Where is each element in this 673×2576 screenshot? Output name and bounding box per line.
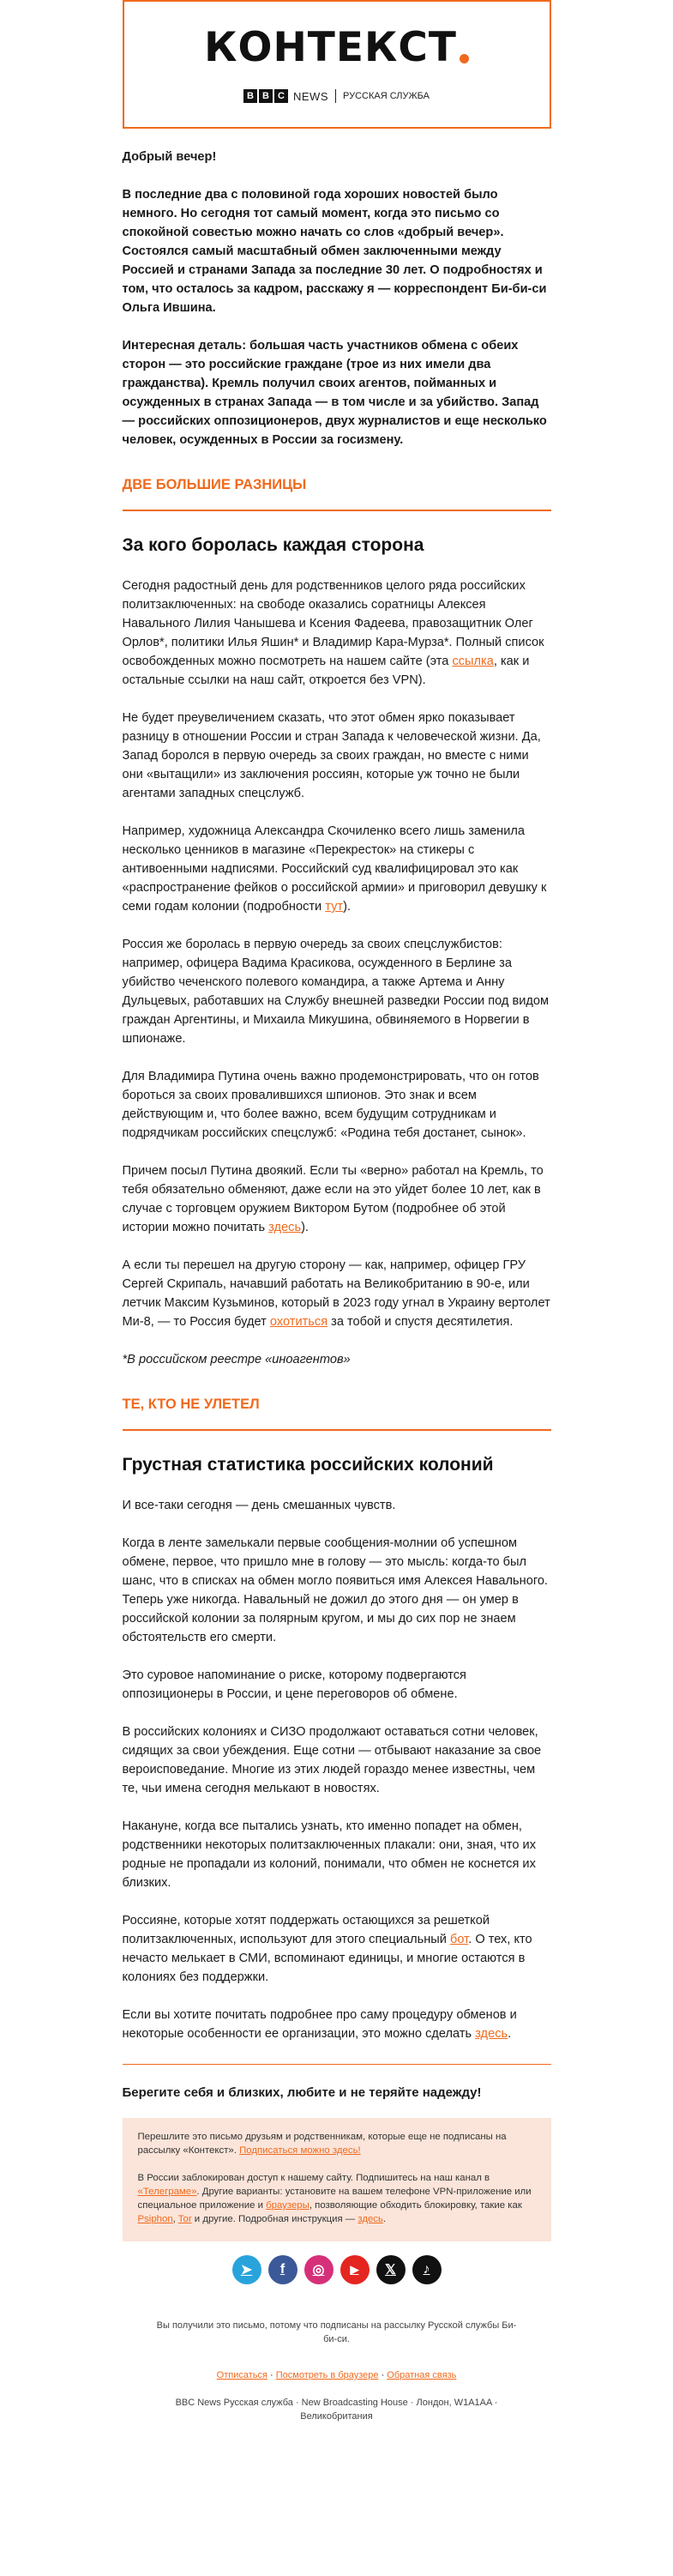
kontekst-logo (204, 24, 469, 72)
greeting: Добрый вечер! (122, 150, 217, 164)
support-bot-link[interactable]: бот (449, 1933, 469, 1946)
section-heading: За кого боролась каждая сторона (122, 535, 424, 555)
bbc-block: B (259, 89, 273, 103)
body-paragraph: Причем посыл Путина двоякий. Если ты «верно» работал на Кремль, то тебя обязательно обменяют, даже если на это уйдет более 10 лет, как в случае с торговцем оружием Виктором Бутом (подробнее об этой истории можно почитать здесь). (122, 1164, 544, 1234)
closing-line: Берегите себя и близких, любите и не теряйте надежду! (122, 2085, 482, 2100)
subscribe-link[interactable]: Подписаться можно здесь! (239, 2145, 361, 2156)
instagram-icon[interactable]: ◎ (304, 2255, 333, 2284)
closing-divider (123, 2064, 551, 2065)
body-paragraph: Накануне, когда все пытались узнать, кто именно попадет на обмен, родственники некоторых политзаключенных плакали: они, зная, что их родные не пропадали из колоний, понимали, что обмен не коснется их близких. (122, 1819, 537, 1890)
body-paragraph: Когда в ленте замелькали первые сообщения-молнии об успешном обмене, первое, что пришло мне в голову — это мысль: когда-то был шанс, что в списках на обмен могло появиться имя Алексея Навального. Теперь уже никогда. Навальный не дожил до этого дня — он умер в российской колонии за полярным кругом, и мы до сих пор не знаем обстоятельств его смерти. (122, 1536, 548, 1644)
section-label: ТЕ, КТО НЕ УЛЕТЕЛ (122, 1397, 260, 1412)
hunting-link[interactable]: охотиться (269, 1315, 328, 1329)
blocking-info: В России заблокирован доступ к нашему сайту. Подпишитесь на наш канал в «Телеграме». Другие варианты: установите на вашем телефоне VPN-приложение или специальное приложение и браузеры, позволяющие обходить блокировку, такие как Psiphon, Tor и другие. Подробная инструкция — здесь. (137, 2173, 532, 2224)
email-container (123, 0, 551, 2423)
instruction-link[interactable]: здесь (358, 2214, 383, 2224)
telegram-link[interactable]: «Телеграме» (137, 2187, 197, 2197)
email-header (123, 0, 551, 129)
postal-address: BBC News Русская служба · New Broadcasting House · Лондон, W1A1AA · Великобритания (175, 2398, 498, 2422)
bbc-news-russian-logo (124, 89, 550, 103)
social-links (123, 2255, 551, 2284)
logo-dot (460, 54, 469, 63)
tor-link[interactable]: Tor (177, 2214, 192, 2224)
intro-section (123, 129, 551, 449)
body-paragraph: Например, художница Александра Скочиленко всего лишь заменила несколько ценников в магазине «Перекресток» на стикеры с антивоенными надписями. Российский суд квалифицировал это как «распространение фейков о российской армии» и приговорил девушку к семи годам колонии (подробности тут). (122, 824, 547, 914)
section-heading: Грустная статистика российских колоний (122, 1455, 494, 1475)
logo-separator (335, 89, 336, 103)
body-paragraph: Это суровое напоминание о риске, которому подвергаются оппозиционеры в России, и цене переговоров об обмене. (122, 1668, 466, 1701)
x-icon[interactable]: 𝕏 (376, 2255, 406, 2284)
logo-text: КОНТЕКСТ (204, 24, 457, 71)
body-paragraph: Россия же боролась в первую очередь за своих спецслужбистов: например, офицера Вадима Красикова, осужденного в Берлине за убийство чеченского полевого командира, а также Артема и Анну Дульцевых, работавших на Службу внешней разведки России под видом граждан Аргентины, и Михаила Микушина, обвиняемого в Норвегии в шпионаже. (122, 938, 550, 1046)
footer-links: Отписаться · Посмотреть в браузере · Обратная связь (216, 2370, 457, 2380)
news-wordmark: NEWS (293, 89, 328, 103)
intro-paragraph: В последние два с половиной года хороших новостей было немного. Но сегодня тот самый момент, когда это письмо со спокойной совестью можно начать со слов «добрый вечер». Состоялся самый масштабный обмен заключенными между Россией и странами Запада за последние 30 лет. О подробностях и том, что осталось за кадром, расскажу я — корреспондент Би-би-си Ольга Ившина. (122, 188, 547, 315)
service-name: РУССКАЯ СЛУЖБА (343, 91, 430, 101)
unsubscribe-link[interactable]: Отписаться (216, 2370, 267, 2380)
psiphon-link[interactable]: Psiphon (137, 2214, 173, 2224)
body-paragraph: Для Владимира Путина очень важно продемонстрировать, что он готов бороться за своих провалившихся шпионов. Это знак и всем действующим и, что более важно, всем будущим сотрудникам и подрядчикам российских спецслужб: «Родина тебя достанет, сынок». (122, 1070, 539, 1140)
intro-paragraph: Интересная деталь: большая часть участников обмена с обеих сторон — это российские граждане (трое из них имели два гражданства). Кремль получил своих агентов, пойманных и осужденных в странах Запада — в том числе и за убийство. Запад — российских оппозиционеров, двух журналистов и еще несколько человек, осужденных в России за госизмену. (122, 339, 547, 447)
bbc-block: B (243, 89, 257, 103)
body-paragraph: А если ты перешел на другую сторону — как, например, офицер ГРУ Сергей Скрипаль, начавший работать на Великобританию в 90-е, или летчик Максим Кузьминов, который в 2023 году угнал в Украину вертолет Ми-8, — то Россия будет охотиться за тобой и спустя десятилетия. (122, 1258, 550, 1329)
body-paragraph: Если вы хотите почитать подробнее про саму процедуру обменов и некоторые особенности ее организации, это можно сделать здесь. (122, 2008, 517, 2041)
body-paragraph: И все-таки сегодня — день смешанных чувств. (122, 1499, 396, 1512)
youtube-icon[interactable]: ▶ (340, 2255, 370, 2284)
body-paragraph: В российских колониях и СИЗО продолжают оставаться сотни человек, сидящих за свои убеждения. Еще сотни — отбывают наказание за свое вероисповедание. Многие из этих людей гораздо менее известны, чем те, чьи имена сегодня мелькают в новостях. (122, 1725, 542, 1795)
bbc-blocks (243, 89, 288, 103)
section-label: ДВЕ БОЛЬШИЕ РАЗНИЦЫ (122, 477, 307, 492)
skochilenko-link[interactable]: тут (325, 900, 344, 914)
section-divider (123, 1429, 551, 1431)
body-paragraph: Россияне, которые хотят поддержать остающихся за решеткой политзаключенных, используют для этого специальный бот. О тех, кто нечасто мелькает в СМИ, вспоминают единицы, и многие остаются в колониях без поддержки. (122, 1914, 532, 1984)
feedback-link[interactable]: Обратная связь (387, 2370, 457, 2380)
exchange-details-link[interactable]: здесь (475, 2027, 508, 2041)
footnote: *В российском реестре «иноагентов» (122, 1353, 351, 1366)
facebook-icon[interactable]: f (268, 2255, 297, 2284)
bout-link[interactable]: здесь (268, 1221, 302, 1234)
full-list-link[interactable]: ссылка (452, 655, 494, 668)
browsers-link[interactable]: браузеры (266, 2200, 309, 2211)
forward-subscribe-box (123, 2118, 551, 2241)
bbc-block: C (274, 89, 288, 103)
forward-text: Перешлите это письмо друзьям и родственникам, которые еще не подписаны на рассылку «Контекст». Подписаться можно здесь! (137, 2132, 507, 2156)
body-paragraph: Сегодня радостный день для родственников целого ряда российских политзаключенных: на свободе оказались соратницы Алексея Навального Лилия Чанышева и Ксения Фадеева, правозащитник Олег Орлов*, политики Илья Яшин* и Владимир Кара-Мурза*. Полный список освобожденных можно посмотреть на нашем сайте (эта ссылка, как и остальные ссылки на наш сайт, откроется без VPN). (122, 579, 544, 687)
telegram-icon[interactable]: ➤ (232, 2255, 261, 2284)
view-in-browser-link[interactable]: Посмотреть в браузере (275, 2370, 379, 2380)
subscription-reason: Вы получили это письмо, потому что подписаны на рассылку Русской службы Би-би-си. (156, 2320, 517, 2344)
tiktok-icon[interactable]: ♪ (412, 2255, 442, 2284)
body-paragraph: Не будет преувеличением сказать, что этот обмен ярко показывает разницу в отношении России и стран Запада к человеческой жизни. Да, Запад боролся в первую очередь за своих граждан, но вместе с ними они «вытащили» из заключения россиян, которые уж точно не были агентами западных спецслужб. (122, 711, 541, 800)
section-divider (123, 510, 551, 511)
